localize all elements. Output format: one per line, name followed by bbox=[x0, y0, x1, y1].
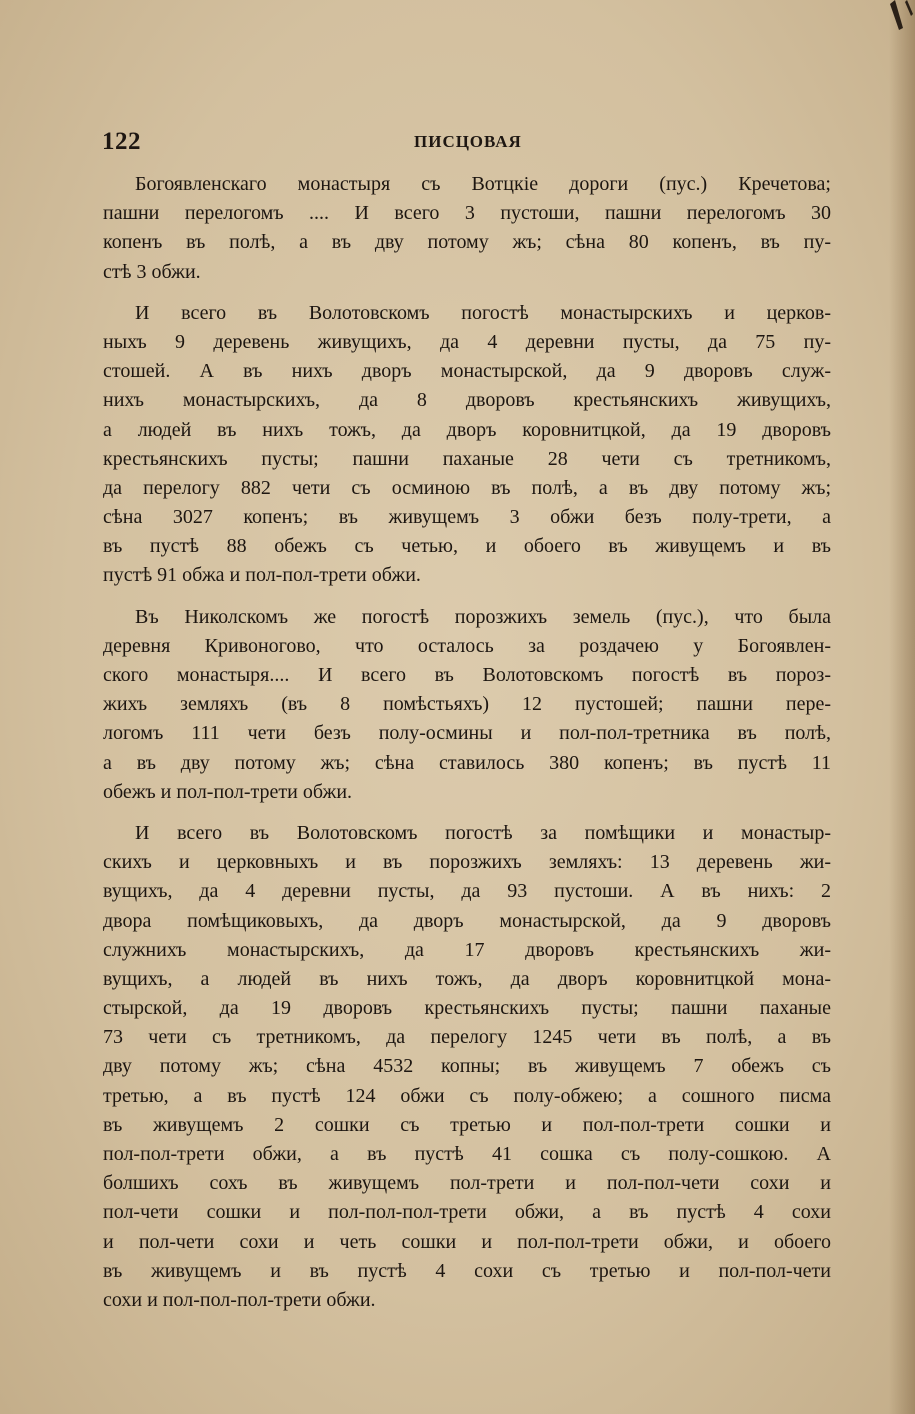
text-line: 73 чети съ третникомъ, да перелогу 1245 чети въ полѣ, а въ bbox=[103, 1026, 831, 1049]
text-line: пол-чети сошки и пол-пол-пол-трети обжи, а въ пустѣ 4 сохи bbox=[103, 1201, 831, 1224]
text-line: и пол-чети сохи и четь сошки и пол-пол-трети обжи, и обоего bbox=[103, 1230, 831, 1253]
text-line: дву потому жъ; сѣна 4532 копны; въ живущемъ 7 обежъ съ bbox=[103, 1055, 831, 1078]
text-line: нихъ монастырскихъ, да 8 дворовъ крестьянскихъ живущихъ, bbox=[103, 389, 831, 412]
text-line: а въ дву потому жъ; сѣна ставилось 380 копенъ; въ пустѣ 11 bbox=[103, 751, 831, 774]
text-line: деревня Кривоногово, что осталось за роздачею у Богоявлен- bbox=[103, 634, 831, 657]
text-line: пашни перелогомъ .... И всего 3 пустоши, пашни перелогомъ 30 bbox=[103, 202, 831, 225]
text-line: скихъ и церковныхъ и въ порозжихъ земляхъ: 13 деревень жи- bbox=[103, 851, 831, 874]
text-line: въ живущемъ 2 сошки съ третью и пол-пол-трети сошки и bbox=[103, 1113, 831, 1136]
text-line: вущихъ, а людей въ нихъ тожъ, да дворъ коровнитцкой мона- bbox=[103, 967, 831, 990]
text-line: третью, а въ пустѣ 124 обжи съ полу-обжею; а сошного писма bbox=[103, 1084, 831, 1107]
text-line: копенъ въ полѣ, а въ дву потому жъ; сѣна 80 копенъ, въ пу- bbox=[103, 231, 831, 254]
text-line: ныхъ 9 деревень живущихъ, да 4 деревни пусты, да 75 пу- bbox=[103, 330, 831, 353]
text-line: пустѣ 91 обжа и пол-пол-трети обжи. bbox=[103, 564, 421, 587]
text-line: обежъ и пол-пол-трети обжи. bbox=[103, 780, 353, 803]
page-edge-shadow bbox=[889, 0, 915, 1414]
text-line: логомъ 111 чети безъ полу-осмины и пол-пол-третника въ полѣ, bbox=[103, 722, 831, 745]
text-line: И всего въ Волотовскомъ погостѣ за помѣщики и монастыр- bbox=[135, 821, 831, 844]
text-line: въ живущемъ и въ пустѣ 4 сохи съ третью и пол-пол-чети bbox=[103, 1259, 831, 1282]
text-line: а людей въ нихъ тожъ, да дворъ коровнитцкой, да 19 дворовъ bbox=[103, 418, 831, 441]
text-line: крестьянскихъ пусты; пашни паханые 28 чети съ третникомъ, bbox=[103, 447, 831, 470]
page-number: 122 bbox=[102, 128, 141, 155]
text-line: вущихъ, да 4 деревни пусты, да 93 пустоши. А въ нихъ: 2 bbox=[103, 880, 831, 903]
running-head: ПИСЦОВАЯ bbox=[414, 132, 522, 151]
text-line: И всего въ Волотовскомъ погостѣ монастырскихъ и церков- bbox=[135, 301, 831, 324]
text-line: стырской, да 19 дворовъ крестьянскихъ пусты; пашни паханые bbox=[103, 997, 831, 1020]
text-line: въ пустѣ 88 обежъ съ четью, и обоего въ живущемъ и въ bbox=[103, 535, 831, 558]
text-line: болшихъ сохъ въ живущемъ пол-трети и пол-пол-чети сохи и bbox=[103, 1172, 831, 1195]
body-text bbox=[103, 170, 831, 1327]
text-line: служнихъ монастырскихъ, да 17 дворовъ крестьянскихъ жи- bbox=[103, 938, 831, 961]
text-line: Въ Николскомъ же погостѣ порозжихъ земель (пус.), что была bbox=[135, 605, 831, 628]
text-line: да перелогу 882 чети съ осминою въ полѣ, а въ дву потому жъ; bbox=[103, 476, 831, 499]
paragraph bbox=[103, 299, 831, 591]
text-line: пол-пол-трети обжи, а въ пустѣ 41 сошка съ полу-сошкою. А bbox=[103, 1143, 831, 1165]
text-line: жихъ земляхъ (въ 8 помѣстьяхъ) 12 пустошей; пашни пере- bbox=[103, 693, 831, 716]
text-line: стошей. А въ нихъ дворъ монастырской, да 9 дворовъ служ- bbox=[103, 360, 831, 383]
page-header bbox=[102, 128, 832, 158]
text-line: сѣна 3027 копенъ; въ живущемъ 3 обжи безъ полу-трети, а bbox=[103, 506, 831, 529]
paragraph bbox=[103, 170, 831, 287]
text-line: Богоявленскаго монастыря съ Вотцкiе дороги (пус.) Кречетова; bbox=[135, 173, 831, 195]
text-line: стѣ 3 обжи. bbox=[103, 260, 201, 283]
torn-corner-mark bbox=[855, 0, 915, 60]
paragraph bbox=[103, 819, 831, 1315]
text-line: двора помѣщиковыхъ, да дворъ монастырской, да 9 дворовъ bbox=[103, 909, 831, 932]
text-line: сохи и пол-пол-пол-трети обжи. bbox=[103, 1288, 376, 1311]
paragraph bbox=[103, 603, 831, 807]
text-line: ского монастыря.... И всего въ Волотовскомъ погостѣ въ пороз- bbox=[103, 664, 831, 686]
